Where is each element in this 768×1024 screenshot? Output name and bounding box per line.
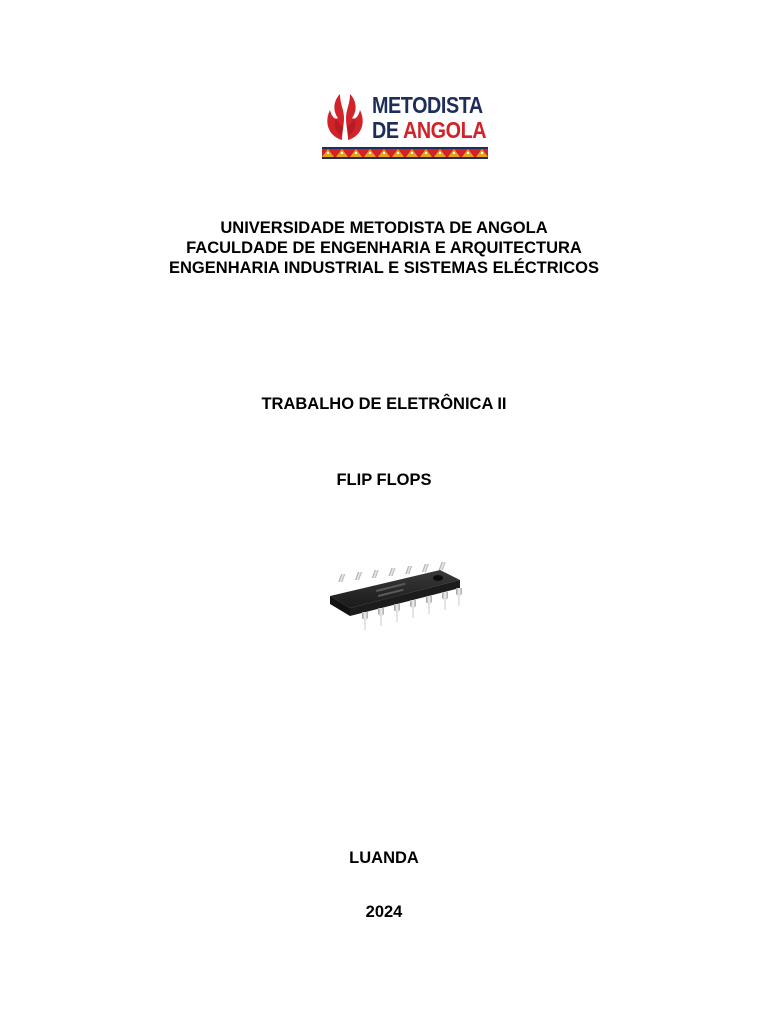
document-title: TRABALHO DE ELETRÔNICA II — [261, 395, 507, 413]
institution-header — [0, 218, 768, 278]
university-logo — [322, 92, 488, 162]
year: 2024 — [365, 903, 403, 921]
university-name: UNIVERSIDADE METODISTA DE ANGOLA — [220, 219, 548, 237]
logo-angola: ANGOLA — [402, 117, 487, 143]
logo-line-de-angola — [372, 119, 486, 142]
course-name: ENGENHARIA INDUSTRIAL E SISTEMAS ELÉCTRICOS — [169, 259, 599, 277]
logo-wordmark — [372, 94, 505, 142]
flame-icon — [322, 92, 368, 142]
ic-chip-image — [290, 550, 496, 660]
ic-chip-icon — [290, 550, 496, 660]
logo-de: DE — [372, 117, 399, 143]
logo-pattern-band — [322, 147, 488, 159]
document-subject: FLIP FLOPS — [336, 471, 432, 489]
faculty-name: FACULDADE DE ENGENHARIA E ARQUITECTURA — [186, 239, 582, 257]
logo-line-metodista: METODISTA — [372, 92, 483, 118]
city: LUANDA — [349, 849, 419, 867]
